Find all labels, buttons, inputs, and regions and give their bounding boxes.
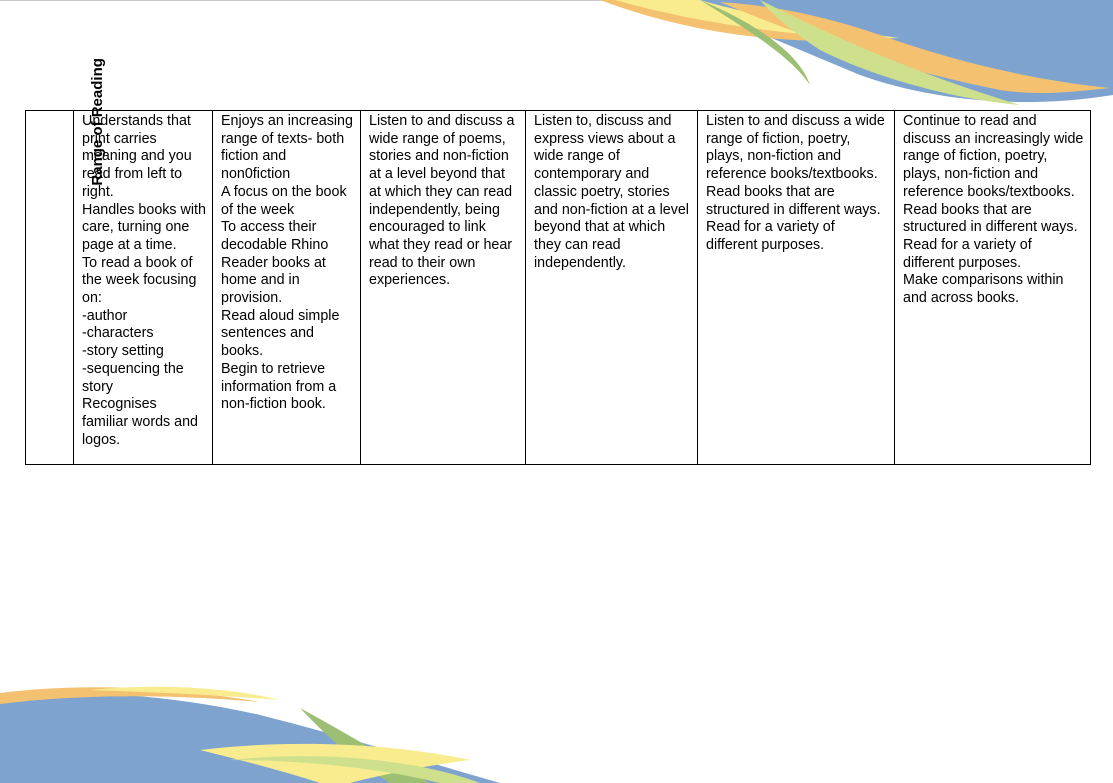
cell-text: Continue to read and discuss an increasingly wide range of fiction, poetry, plays, non-fiction and reference books/textbooks. [903, 113, 1084, 200]
cell-text: -author [82, 307, 128, 324]
cell-text: Listen to and discuss a wide range of poems, stories and non-fiction at a level beyond that at which they can read independently, being encouraged to link what they read or hear read to their own experiences. [369, 113, 515, 289]
cell-text: Recognises familiar words and logos. [82, 396, 199, 448]
cell-text: Read for a variety of different purposes. [706, 219, 835, 253]
stage-cell-2 [213, 111, 361, 465]
cell-text: -story setting [82, 343, 164, 360]
cell-text: -characters [82, 325, 154, 342]
cell-text: Listen to, discuss and express views about a wide range of contemporary and classic poetry, stories and non-fiction at a level beyond that at which they can read independently. [534, 113, 689, 271]
stage-cell-5 [698, 111, 895, 465]
cell-text: To read a book of the week focusing on: [82, 254, 197, 307]
cell-text: Read books that are structured in different ways. [903, 201, 1078, 236]
cell-text: To access their decodable Rhino Reader books at home and in provision. [221, 219, 329, 307]
cell-text: Begin to retrieve information from a non-fiction book. [221, 360, 337, 413]
decorative-swoosh-bottom [0, 660, 1113, 783]
cell-text: Listen to and discuss a wide range of fiction, poetry, plays, non-fiction and reference books/textbooks. [706, 113, 885, 183]
cell-text: Read for a variety of different purposes. [903, 236, 1032, 271]
row-header-label: Range of Reading [88, 58, 106, 186]
cell-text: Handles books with care, turning one page at a time. [82, 201, 206, 253]
cell-text: Read aloud simple sentences and books. [221, 307, 340, 360]
cell-text: Enjoys an increasing range of texts- both fiction and non0fiction [221, 113, 353, 183]
cell-text: Understands that print carries meaning and you read from left to right. [82, 113, 192, 200]
stage-cell-3 [361, 111, 526, 465]
range-of-reading-table [25, 58, 1091, 465]
stage-cell-6 [895, 111, 1091, 465]
table-row [26, 111, 1091, 465]
stage-cell-4 [526, 111, 698, 465]
cell-text: Read books that are structured in different ways. [706, 183, 881, 218]
cell-text: Make comparisons within and across books. [903, 272, 1064, 307]
cell-text: -sequencing the story [82, 360, 184, 395]
cell-text: A focus on the book of the week [221, 183, 347, 218]
